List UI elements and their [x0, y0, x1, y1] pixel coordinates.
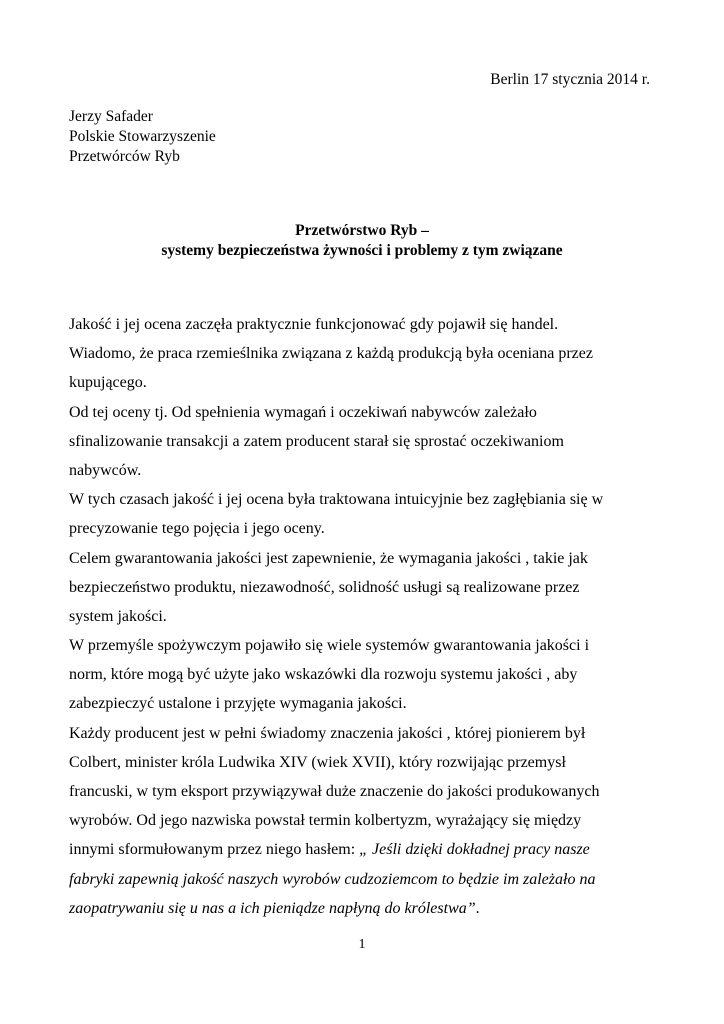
sender-org-line-2: Przetwórców Ryb: [69, 148, 180, 165]
sender-org-line-1: Polskie Stowarzyszenie: [69, 128, 216, 145]
body-line: W przemyśle spożywczym pojawiło się wiele systemów gwarantowania jakości i: [69, 637, 590, 655]
sender-name: Jerzy Safader: [69, 108, 153, 125]
quote-end-punctuation: .: [475, 899, 480, 917]
quote-line-2: fabryki zapewnią jakość naszych wyrobów cudzoziemcom to będzie im zależało na: [69, 870, 596, 888]
quote-intro: innymi sformułowanym przez niego hasłem:: [69, 841, 360, 859]
body-line: Celem gwarantowania jakości jest zapewnienie, że wymagania jakości , takie jak: [69, 549, 588, 567]
body-line: Każdy producent jest w pełni świadomy znaczenia jakości , której pionierem był: [69, 724, 586, 742]
body-line: kupującego.: [69, 374, 147, 392]
title-line-2: systemy bezpieczeństwa żywności i problemy z tym związane: [161, 242, 563, 259]
quote-line-3: zaopatrywaniu się u nas a ich pieniądze napłyną do królestwa”: [69, 899, 476, 917]
body-line: Wiadomo, że praca rzemieślnika związana z każdą produkcją była oceniana przez: [69, 345, 593, 363]
body-line: wyrobów. Od jego nazwiska powstał termin kolbertyzm, wyrażający się między: [69, 812, 582, 830]
title-line-1: Przetwórstwo Ryb –: [295, 222, 429, 239]
sender-block: [69, 107, 216, 167]
body-line: Jakość i jej ocena zaczęła praktycznie funkcjonować gdy pojawił się handel.: [69, 316, 559, 333]
body-line: bezpieczeństwo produktu, niezawodność, solidność usługi są realizowane przez: [69, 578, 580, 596]
body-line: francuski, w tym eksport przywiązywał duże znaczenie do jakości produkowanych: [69, 783, 600, 800]
body-line: zabezpieczyć ustalone i przyjęte wymagania jakości.: [69, 695, 407, 713]
document-title: [0, 221, 724, 261]
body-line: system jakości.: [69, 607, 167, 625]
body-line-with-quote: [69, 835, 669, 864]
quote-line-1: „ Jeśli dzięki dokładnej pracy nasze: [359, 841, 590, 859]
body-line-quote-end: [69, 894, 669, 923]
page-number: 1: [358, 937, 366, 952]
body-line: Od tej oceny tj. Od spełnienia wymagań i oczekiwań nabywców zależało: [69, 403, 537, 421]
body-line: Colbert, minister króla Ludwika XIV (wiek XVII), który rozwijając przemysł: [69, 753, 566, 771]
body-line: norm, które mogą być użyte jako wskazówki dla rozwoju systemu jakości , aby: [69, 666, 578, 684]
body-line: sfinalizowanie transakcji a zatem producent starał się sprostać oczekiwaniom: [69, 432, 564, 450]
body-line: precyzowanie tego pojęcia i jego oceny.: [69, 520, 325, 538]
letter-date: Berlin 17 stycznia 2014 r.: [490, 71, 650, 88]
body-line: nabywców.: [69, 461, 142, 479]
body-line: W tych czasach jakość i jej ocena była traktowana intuicyjnie bez zagłębiania się w: [69, 491, 604, 509]
document-body: [69, 310, 669, 923]
